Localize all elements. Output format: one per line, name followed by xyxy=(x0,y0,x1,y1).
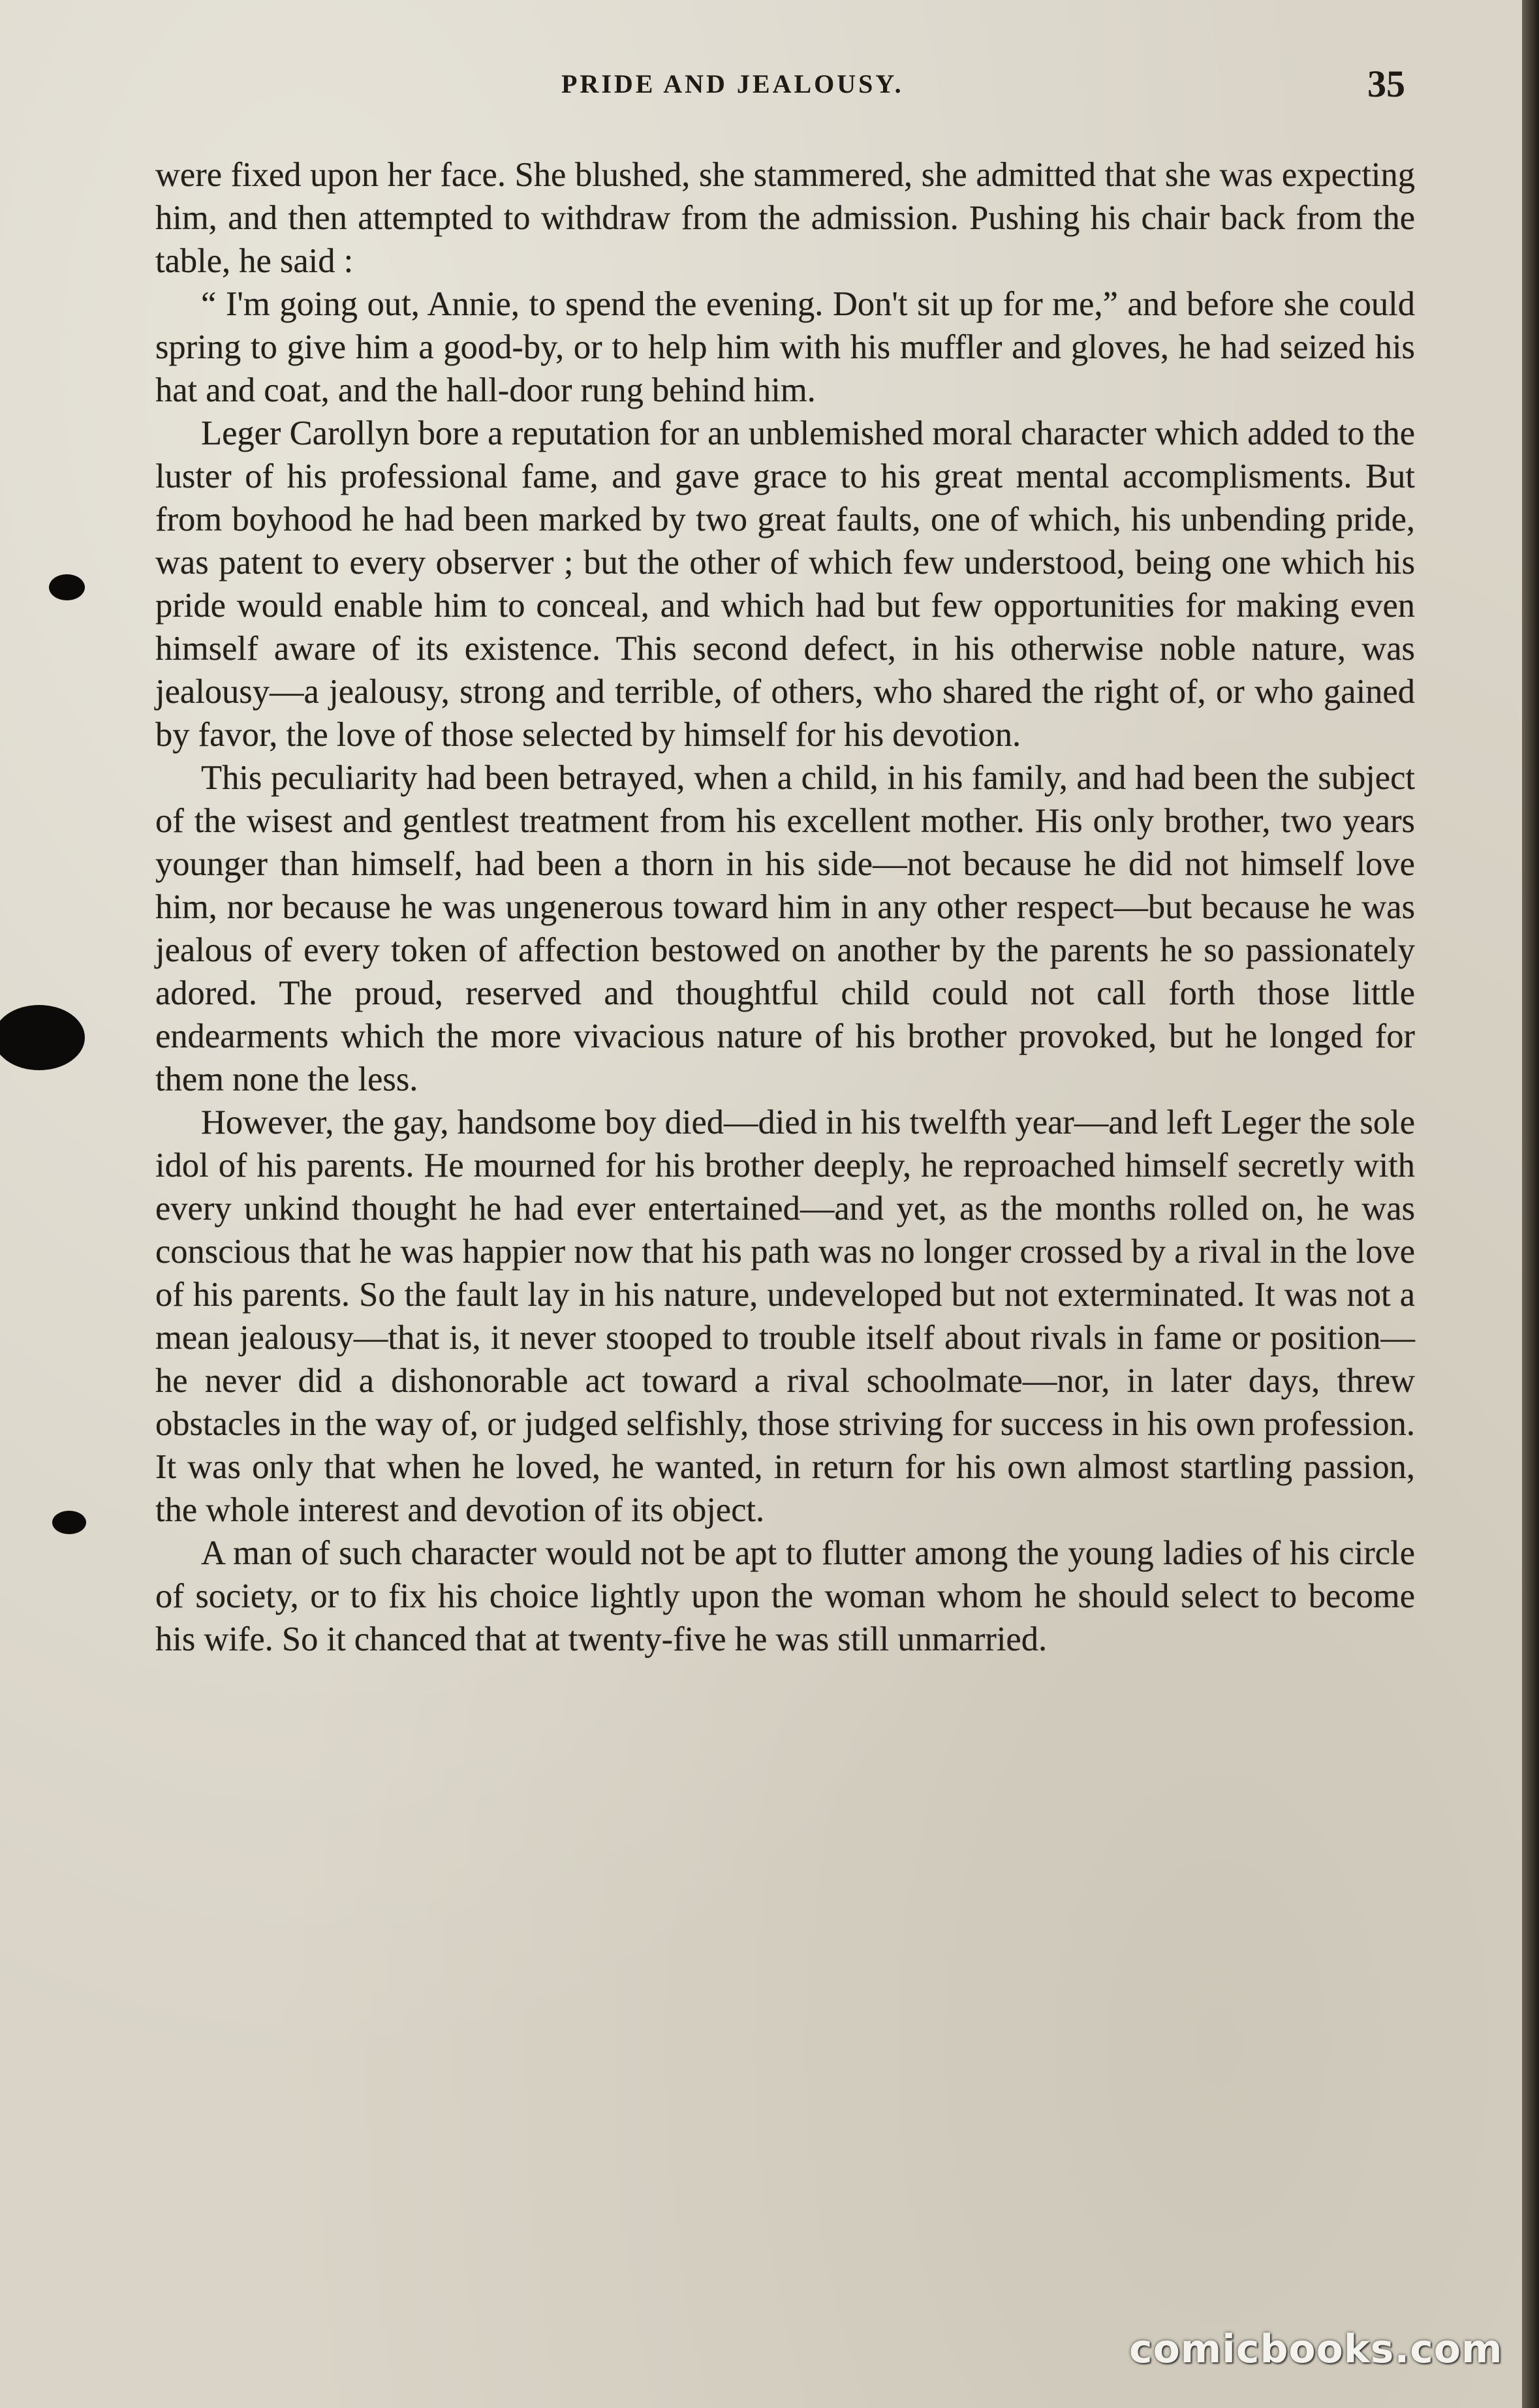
worm-hole xyxy=(52,1511,86,1534)
worm-hole xyxy=(49,574,85,600)
paragraph-2: “ I'm going out, Annie, to spend the evening. Don't sit up for me,” and before she could spring to give him a good-by, or to help him with his muffler and gloves, he had seized his hat and coat, and the hall-door rung behind him. xyxy=(155,285,1415,409)
watermark-logo: comicbooks.com xyxy=(1129,2326,1503,2372)
worm-hole xyxy=(0,1005,85,1070)
paragraph-1: were fixed upon her face. She blushed, she stammered, she admitted that she was expecting him, and then attempted to withdraw from the admission. Pushing his chair back from the table, he said : xyxy=(155,156,1415,280)
paragraph-4: This peculiarity had been betrayed, when a child, in his family, and had been the subject of the wisest and gentlest treatment from his excellent mother. His only brother, two years younger than himself, had been a thorn in his side—not because he did not himself love him, nor because he was ungenerous toward him in any other respect—but because he was jealous of every token of affection bestowed on another by the parents he so passionately adored. The proud, reserved and thoughtful child could not call forth those little endearments which the more vivacious nature of his brother provoked, but he longed for them none the less. xyxy=(155,759,1415,1098)
page-header xyxy=(0,63,1522,114)
body-text xyxy=(155,153,1415,1661)
page-number: 35 xyxy=(1367,63,1405,105)
paragraph-3: Leger Carollyn bore a reputation for an unblemished moral character which added to the luster of his professional fame, and gave grace to his great mental accomplisments. But from boyhood he had been marked by two great faults, one of which, his unbending pride, was patent to every observer ; but the other of which few understood, being one which his pride would enable him to conceal, and which had but few opportunities for making even himself aware of its existence. This second defect, in his otherwise noble nature, was jealousy—a jealousy, strong and terrible, of others, who shared the right of, or who gained by favor, the love of those selected by himself for his devotion. xyxy=(155,414,1415,754)
paragraph-6: A man of such character would not be apt to flutter among the young ladies of his circle of society, or to fix his choice lightly upon the woman whom he should select to become his wife. So it chanced that at twenty-five he was still unmarried. xyxy=(155,1534,1415,1658)
page-edge-shadow xyxy=(1522,0,1539,2408)
running-head: PRIDE AND JEALOUSY. xyxy=(561,69,904,99)
paragraph-5: However, the gay, handsome boy died—died in his twelfth year—and left Leger the sole idol of his parents. He mourned for his brother deeply, he reproached himself secretly with every unkind thought he had ever entertained—and yet, as the months rolled on, he was conscious that he was happier now that his path was no longer crossed by a rival in the love of his parents. So the fault lay in his nature, undeveloped but not exterminated. It was not a mean jealousy—that is, it never stooped to trouble itself about rivals in fame or position—he never did a dishonorable act toward a rival schoolmate—nor, in later days, threw obstacles in the way of, or judged selfishly, those striving for success in his own profession. It was only that when he loved, he wanted, in return for his own almost startling passion, the whole interest and devotion of its object. xyxy=(155,1104,1415,1529)
